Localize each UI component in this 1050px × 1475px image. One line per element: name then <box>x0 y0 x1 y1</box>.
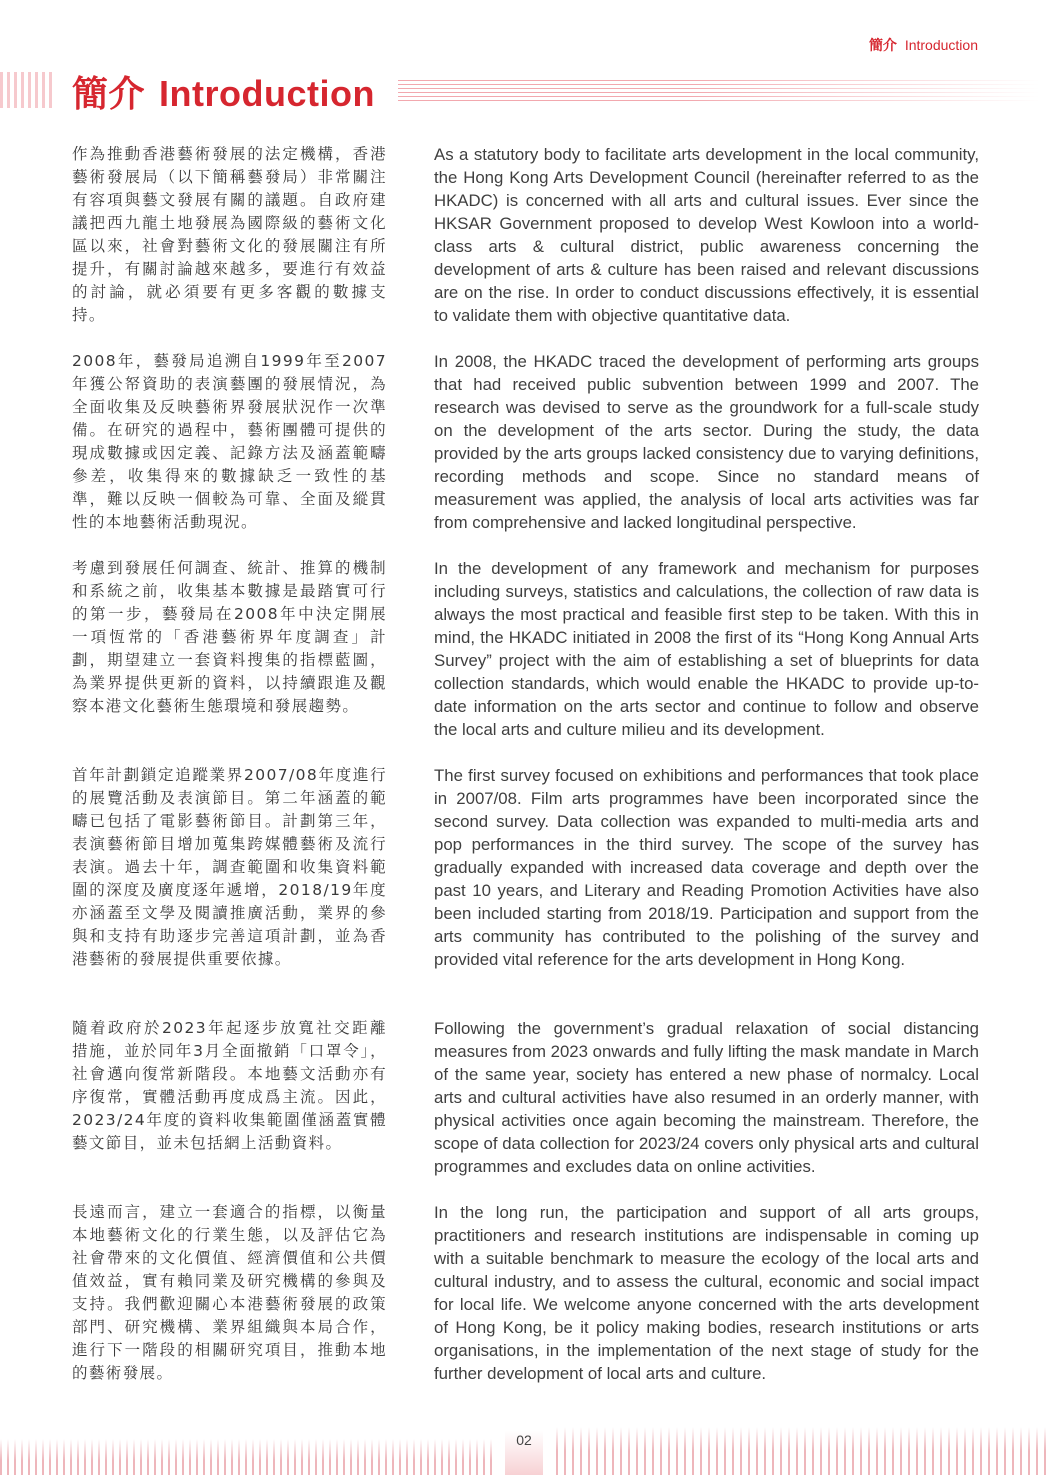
paragraph-zh-1: 作為推動香港藝術發展的法定機構，香港藝術發展局（以下簡稱藝發局）非常關注有容項與藝文發展有關的議題。自政府建議把西九龍土地發展為國際級的藝術文化區以來，社會對藝術文化的發展關注有所提升，有關討論越來越多，要進行有效益的討論，就必須要有更多客觀的數據支持。 <box>72 145 387 324</box>
paragraph-en-1: As a statutory body to facilitate arts development in the local community, the Hong Kong Arts Development Council (hereinafter referred to as the HKADC) is concerned with all arts and cultural issues. Ever since the HKSAR Government proposed to develop West Kowloon into a world-class arts & cultural district, public awareness concerning the development of arts & culture has been raised and relevant discussions are on the rise. In order to conduct discussions effectively, it is essential to validate them with objective quantitative data. <box>434 145 979 325</box>
title-stripe-decoration <box>0 72 56 108</box>
running-header-zh: 簡介 <box>868 37 897 53</box>
paragraph-en-5: Following the government’s gradual relaxation of social distancing measures from 2023 onwards and fully lifting the mask mandate in March of the same year, society has entered a new phase of normalcy. Local arts and cultural activities have also resumed in an orderly manner, with physical activities once again becoming the mainstream. Therefore, the scope of data collection for 2023/24 covers only physical arts and cultural programmes and excludes data on online activities. <box>434 1019 979 1176</box>
page-title <box>72 66 375 117</box>
footer-stripe-decoration-left <box>0 1439 495 1475</box>
running-header <box>869 35 978 55</box>
paragraph-en-2: In 2008, the HKADC traced the development of performing arts groups that had received public subvention between 1999 and 2007. The research was devised to serve as the groundwork for a full-scale study on the development of the arts sector. During the study, the data provided by the arts groups lacked consistency due to varying definitions, recording methods and scope. Since no standard means of measurement was applied, the analysis of local arts activities was far from comprehensive and lacked longitudinal perspective. <box>434 352 979 532</box>
paragraph-zh-5: 隨着政府於2023年起逐步放寬社交距離措施，並於同年3月全面撤銷「口罩令」，社會邁向復常新階段。本地藝文活動亦有序復常，實體活動再度成爲主流。因此，2023/24年度的資料收集範圍僅涵蓋實體藝文節目，並未包括網上活動資料。 <box>72 1019 387 1152</box>
paragraph-en-6: In the long run, the participation and support of all arts groups, practitioners and research institutions are indispensable in coming up with a suitable benchmark to measure the ecology of the local arts and cultural industry, and to assess the cultural, economic and social impact for local life. We welcome anyone concerned with the arts development of Hong Kong, be it policy making bodies, research institutions or arts organisations, in the implementation of the next stage of study for the further development of local arts and culture. <box>434 1203 979 1383</box>
paragraph-zh-4: 首年計劃鎖定追蹤業界2007/08年度進行的展覽活動及表演節目。第二年涵蓋的範疇已包括了電影藝術節目。計劃第三年，表演藝術節目增加蒐集跨媒體藝術及流行表演。過去十年，調查範圍和收集資料範圍的深度及廣度逐年遞增，2018/19年度亦涵蓋至文學及閱讀推廣活動，業界的參與和支持有助逐步完善這項計劃，並為香港藝術的發展提供重要依據。 <box>72 766 387 968</box>
page-title-en: Introduction <box>159 73 375 114</box>
footer-stripe-decoration-right <box>556 1427 1050 1475</box>
paragraph-zh-6: 長遠而言，建立一套適合的指標，以衡量本地藝術文化的行業生態，以及評估它為社會帶來的文化價值、經濟價值和公共價值效益，實有賴同業及研究機構的參與及支持。我們歡迎關心本港藝術發展的政策部門、研究機構、業界組織與本局合作，進行下一階段的相關研究項目，推動本地的藝術發展。 <box>72 1203 387 1382</box>
running-header-en: Introduction <box>904 37 978 53</box>
page-title-zh: 簡介 <box>72 73 146 114</box>
paragraph-zh-3: 考慮到發展任何調查、統計、推算的機制和系統之前，收集基本數據是最踏實可行的第一步，藝發局在2008年中決定開展一項恆常的「香港藝術界年度調查」計劃，期望建立一套資料搜集的指標藍圖，為業界提供更新的資料，以持續跟進及觀察本港文化藝術生態環境和發展趨勢。 <box>72 559 387 715</box>
paragraph-en-3: In the development of any framework and mechanism for purposes including surveys, statistics and calculations, the collection of raw data is always the most practical and feasible first step to be taken. With this in mind, the HKADC initiated in 2008 the first of its “Hong Kong Annual Arts Survey” project with the aim of establishing a set of blueprints for data collection standards, which would enable the HKADC to provide up-to-date information on the arts sector and continue to follow and observe the local arts and culture milieu and its development. <box>434 559 979 739</box>
page-number: 02 <box>516 1432 532 1448</box>
title-line-decoration <box>398 80 1040 102</box>
paragraph-en-4: The first survey focused on exhibitions and performances that took place in 2007/08. Film arts programmes have been incorporated since the second survey. Data collection was expanded to multi-media arts and pop performances in the third survey. The scope of the survey has gradually expanded with increased data coverage and depth over the past 10 years, and Literary and Reading Promotion Activities have also been included starting from 2018/19. Participation and support from the arts community has contributed to the polishing of the survey and provided vital reference for the arts development in Hong Kong. <box>434 766 979 969</box>
paragraph-zh-2: 2008年，藝發局追溯自1999年至2007年獲公帑資助的表演藝團的發展情況，為全面收集及反映藝術界發展狀況作一次準備。在研究的過程中，藝術團體可提供的現成數據或因定義、記錄方法及涵蓋範疇參差，收集得來的數據缺乏一致性的基準，難以反映一個較為可靠、全面及縱貫性的本地藝術活動現況。 <box>72 352 387 531</box>
